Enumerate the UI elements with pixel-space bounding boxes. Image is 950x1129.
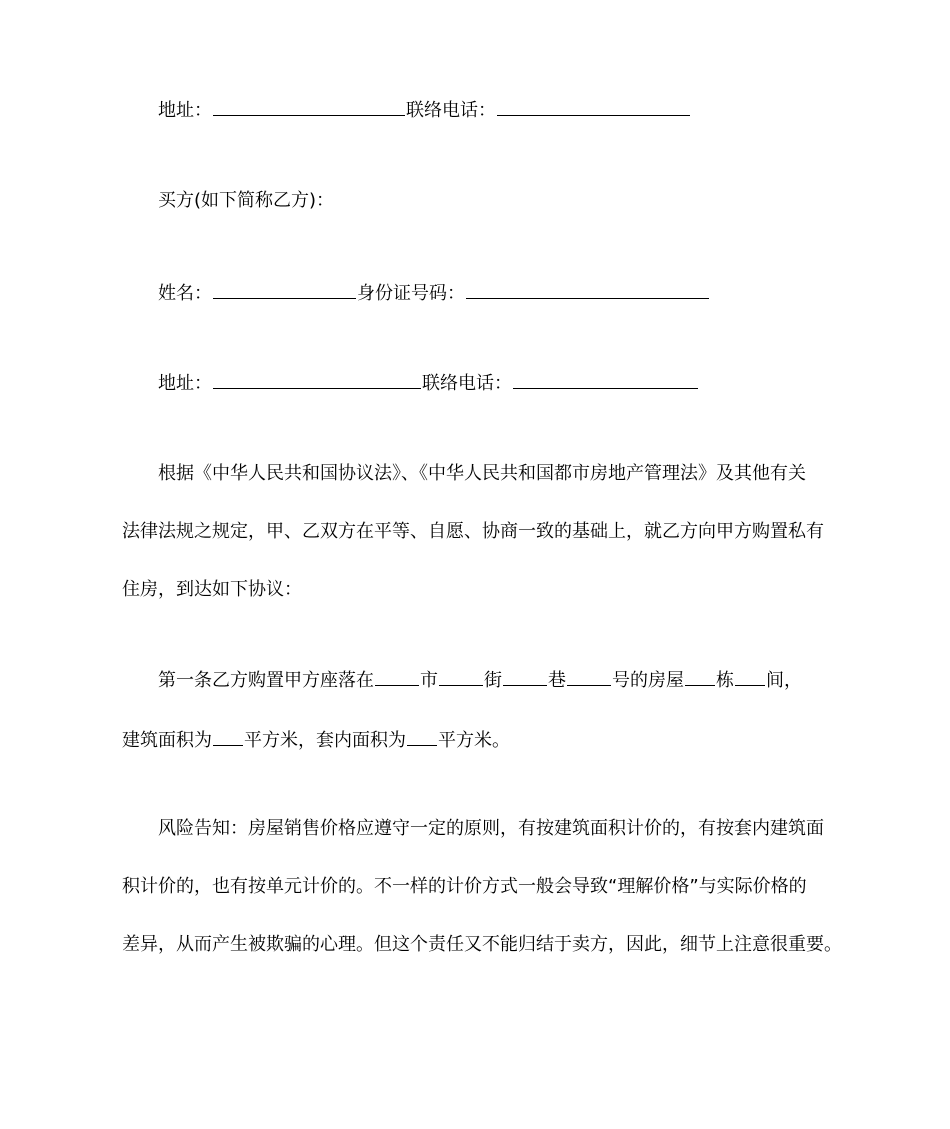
- seller-address-label: 地址：: [158, 100, 212, 121]
- seller-contact-line: [122, 97, 878, 124]
- article1-line-1: [122, 667, 878, 694]
- floor-area-blank[interactable]: [213, 727, 243, 746]
- buyer-id-label: 身份证号码：: [357, 283, 465, 304]
- city-blank[interactable]: [375, 667, 419, 686]
- preamble-line-3: 住房，到达如下协议：: [122, 579, 302, 600]
- article1-text-c: 街: [484, 670, 502, 691]
- buyer-name-blank[interactable]: [213, 280, 356, 299]
- buyer-phone-label: 联络电话：: [422, 373, 512, 394]
- preamble-line-1: 根据《中华人民共和国协议法》、《中华人民共和国都市房地产管理法》及其他有关: [158, 463, 806, 484]
- buyer-phone-blank[interactable]: [513, 370, 698, 389]
- building-blank[interactable]: [685, 667, 715, 686]
- article1-text-g: 间，: [766, 670, 802, 691]
- article1-text-a: 第一条乙方购置甲方座落在: [158, 670, 374, 691]
- article1-text-e: 号的房屋: [612, 670, 684, 691]
- article1-inner-area-label: 平方米，套内面积为: [244, 730, 406, 751]
- preamble-line-2: 法律法规之规定，甲、乙双方在平等、自愿、协商一致的基础上，就乙方向甲方购置私有: [122, 521, 824, 542]
- buyer-contact-line: [122, 370, 878, 397]
- risk-notice-line-1: 风险告知：房屋销售价格应遵守一定的原则，有按建筑面积计价的，有按套内建筑面: [158, 818, 824, 839]
- article1-text-f: 栋: [716, 670, 734, 691]
- seller-phone-blank[interactable]: [497, 97, 690, 116]
- seller-phone-label: 联络电话：: [406, 100, 496, 121]
- article1-text-b: 市: [420, 670, 438, 691]
- buyer-heading: 买方(如下简称乙方)：: [158, 190, 335, 211]
- article1-unit-label: 平方米。: [438, 730, 510, 751]
- risk-notice-line-3: 差异，从而产生被欺骗的心理。但这个责任又不能归结于卖方，因此，细节上注意很重要。: [122, 934, 842, 955]
- risk-notice-line-2: 积计价的，也有按单元计价的。不一样的计价方式一般会导致“理解价格”与实际价格的: [122, 876, 807, 897]
- article1-line-2: [122, 727, 842, 754]
- buyer-name-label: 姓名：: [158, 283, 212, 304]
- buyer-address-label: 地址：: [158, 373, 212, 394]
- article1-area-label: 建筑面积为: [122, 730, 212, 751]
- number-blank[interactable]: [567, 667, 611, 686]
- buyer-address-blank[interactable]: [213, 370, 421, 389]
- street-blank[interactable]: [439, 667, 483, 686]
- buyer-id-blank[interactable]: [466, 280, 709, 299]
- article1-text-d: 巷: [548, 670, 566, 691]
- inner-area-blank[interactable]: [407, 727, 437, 746]
- seller-address-blank[interactable]: [213, 97, 405, 116]
- lane-blank[interactable]: [503, 667, 547, 686]
- room-blank[interactable]: [735, 667, 765, 686]
- buyer-identity-line: [122, 280, 878, 307]
